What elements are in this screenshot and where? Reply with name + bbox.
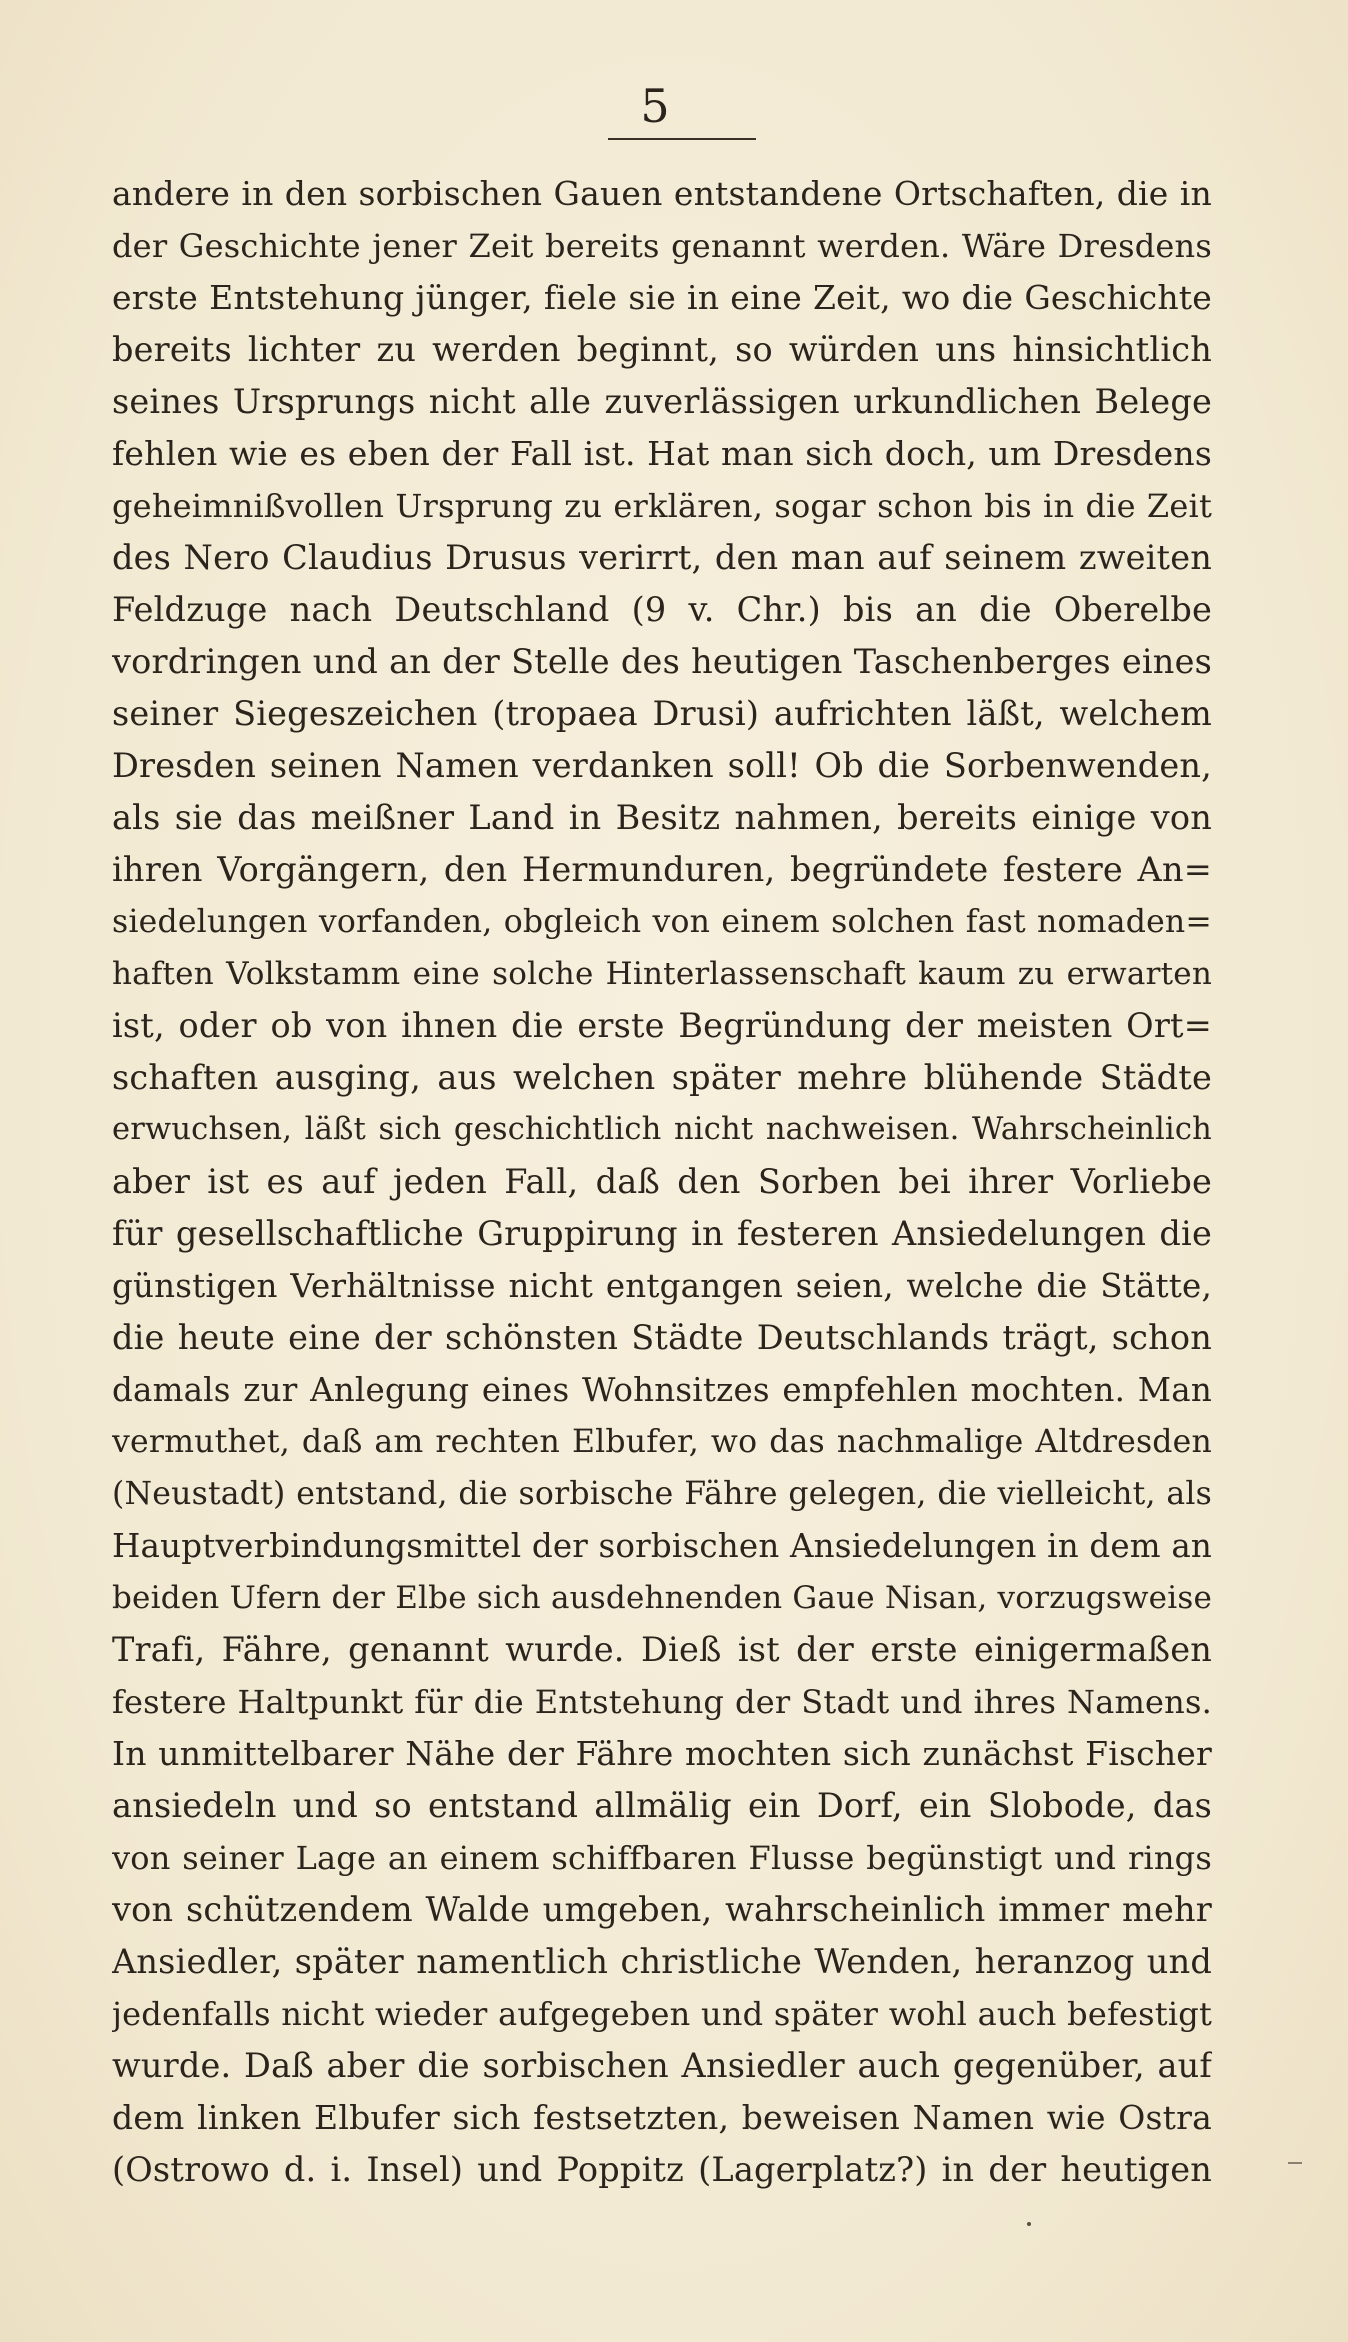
text-line: In unmittelbarer Nähe der Fähre mochten sich zunächst Fischer [112,1734,1212,1773]
text-line: damals zur Anlegung eines Wohnsitzes empfehlen mochten. Man [112,1371,1212,1409]
text-line: Ansiedler, später namentlich christliche Wenden, heranzog und [112,1942,1212,1981]
text-line: seiner Siegeszeichen (tropaea Drusi) aufrichten läßt, welchem [112,694,1212,733]
text-line: ihren Vorgängern, den Hermunduren, begründete festere An= [112,850,1212,889]
text-line: ansiedeln und so entstand allmälig ein Dorf, ein Slobode, das [112,1786,1212,1825]
text-line: Hauptverbindungsmittel der sorbischen Ansiedelungen in dem an [112,1527,1212,1565]
text-line: für gesellschaftliche Gruppirung in festeren Ansiedelungen die [112,1214,1212,1253]
text-line: als sie das meißner Land in Besitz nahmen, bereits einige von [112,798,1212,837]
text-line: erwuchsen, läßt sich geschichtlich nicht nachweisen. Wahrscheinlich [112,1112,1212,1147]
text-line: günstigen Verhältnisse nicht entgangen seien, welche die Stätte, [112,1267,1212,1305]
text-line: dem linken Elbufer sich festsetzten, beweisen Namen wie Ostra [112,2098,1212,2137]
text-line: wurde. Daß aber die sorbischen Ansiedler auch gegenüber, auf [112,2046,1212,2085]
text-line: Feldzuge nach Deutschland (9 v. Chr.) bis an die Oberelbe [112,590,1212,629]
text-line: des Nero Claudius Drusus verirrt, den man auf seinem zweiten [112,538,1212,577]
text-line: jedenfalls nicht wieder aufgegeben und später wohl auch befestigt [112,1995,1212,2033]
text-line: ist, oder ob von ihnen die erste Begründung der meisten Ort= [112,1006,1212,1045]
text-line: haften Volkstamm eine solche Hinterlassenschaft kaum zu erwarten [112,956,1212,992]
text-line: beiden Ufern der Elbe sich ausdehnenden Gaue Nisan, vorzugsweise [112,1580,1212,1616]
text-line: siedelungen vorfanden, obgleich von einem solchen fast nomaden= [112,904,1212,940]
text-line: vermuthet, daß am rechten Elbufer, wo das nachmalige Altdresden [112,1424,1212,1460]
text-line: festere Haltpunkt für die Entstehung der Stadt und ihres Namens. [112,1683,1212,1721]
text-line: erste Entstehung jünger, fiele sie in eine Zeit, wo die Geschichte [112,278,1212,317]
margin-mark [1288,2162,1302,2164]
text-line: der Geschichte jener Zeit bereits genannt werden. Wäre Dresdens [112,227,1212,265]
text-line: (Ostrowo d. i. Insel) und Poppitz (Lagerplatz?) in der heutigen [112,2150,1212,2189]
text-line: (Neustadt) entstand, die sorbische Fähre gelegen, die vielleicht, als [112,1476,1212,1512]
text-line: bereits lichter zu werden beginnt, so würden uns hinsichtlich [112,330,1212,369]
text-line: aber ist es auf jeden Fall, daß den Sorben bei ihrer Vorliebe [112,1162,1212,1201]
text-line: von schützendem Walde umgeben, wahrscheinlich immer mehr [112,1890,1212,1929]
text-line: andere in den sorbischen Gauen entstandene Ortschaften, die in [112,174,1212,213]
header-rule [608,138,756,140]
text-line: Trafi, Fähre, genannt wurde. Dieß ist der erste einigermaßen [112,1630,1212,1669]
text-line: schaften ausging, aus welchen später mehre blühende Städte [112,1058,1212,1097]
text-line: geheimnißvollen Ursprung zu erklären, sogar schon bis in die Zeit [112,487,1212,525]
text-line: Dresden seinen Namen verdanken soll! Ob die Sorbenwenden, [112,746,1212,785]
body-text [112,168,1212,2196]
text-line: vordringen und an der Stelle des heutigen Taschenberges eines [112,642,1212,681]
ink-dot [1027,2222,1031,2226]
text-line: die heute eine der schönsten Städte Deutschlands trägt, schon [112,1318,1212,1357]
text-line: fehlen wie es eben der Fall ist. Hat man sich doch, um Dresdens [112,434,1212,473]
text-line: seines Ursprungs nicht alle zuverlässigen urkundlichen Belege [112,382,1212,421]
page-number: 5 [640,79,670,133]
text-line: von seiner Lage an einem schiffbaren Flusse begünstigt und rings [112,1839,1212,1877]
